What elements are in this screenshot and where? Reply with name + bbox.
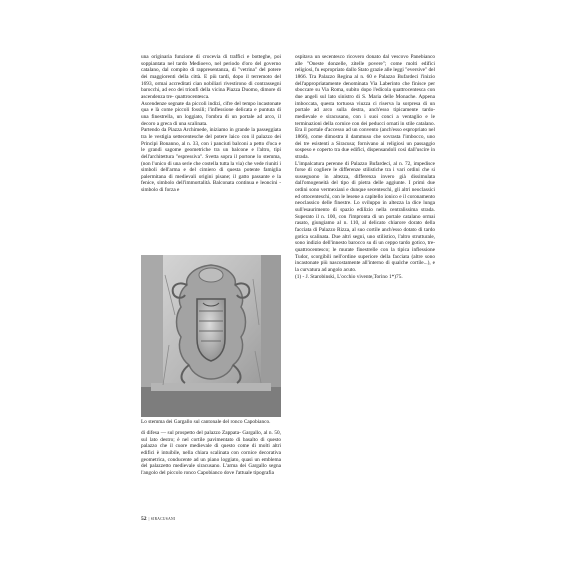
right-column (295, 54, 435, 280)
paragraph: ospitava un secentesco ricovero donato dal vescovo Panebianco alle "Oneste donzelle, zitelle povere"; come molti edifici religiosi, fu espropriato dallo Stato grazie alle leggi "eversive" del 1866. Tra Palazzo Regina al n. 60 e Palazzo Bufardeci l'inizio dell'appropriatamente denominata Via Laberinto che finisce per sboccare su Via Roma, subito dopo l'edicola quattrocentesca con due angeli sul lato sinistro di S. Maria delle Monache. Appena imboccata, questa tortuosa viuzza ci riserva la sorpresa di un portale ad arco sulla destra, anch'esso tipicamente tardo-medievale e siracusano, con i suoi conci a ventaglio e le terminazioni della cornice con dei peducci ornati in stile catalano. Era il portale d'accesso ad un convento (anch'esso espropriato nel 1866), come dimostra il dammuso che sovrasta l'imbocco, uno dei tre esistenti a Siracusa; fornivano ai religiosi un passaggio sospeso e coperto tra due edifici, dispensandoli così dall'uscire in strada. (295, 54, 435, 160)
paragraph: Ascendenze segnate da piccoli indizi, cifre del tempo incastonate qua e là come piccoli fossili; l'inflessione delicata e puntuta di una finestrella, un loggiato, l'ombra di un portale ad arco, il decoro a greca di una scalinata. (141, 100, 281, 127)
paragraph: L'impalcatura perenne di Palazzo Bufardeci, al n. 72, impedisce forse di cogliere le differenze stilistiche tra i vari ordini che si susseguono in altezza, differenza invero già dissimulata dall'omogeneità del tipo di pietra delle aggiunte. I primi due ordini sono vermexiani e dunque secenteschi, gli altri neoclassici ed ottocenteschi, con le lesene a capitello ionico e il coronamento neoclassico delle finestre. Lo sviluppo in altezza la dice lunga sull'esaurimento di spazio edilizio nella centralissima strada. Superato il n. 100, con l'impronta di un portale catalano ormai rasato, giungiamo al n. 110, al delicato chiarore dorato della facciata di Palazzo Rizza, al suo cortile anch'esso dotato di tardo gotica scalinata. Due altri segni, uno stilistico, l'altro strutturale, sono indizio dell'innesto barocco su di un ceppo tardo gotico, tre- quattrocentesco; le murate finestrelle con la tipica inflessione Tudor, scorgibili nell'ordine superiore della facciata (altre sono incastonate più nascostamente all'interno di qualche cortile...), e la curvatura ad angolo acuto. (295, 160, 435, 273)
paragraph: di difesa — sul prospetto del palazzo Zappata- Gargallo, al n. 50, sul lato destro; è nel cortile pavimentato di basalto di questo palazzo che il cuore medievale di questo come di molti altri edifici è intuibile, nella chiara scalinata con cornice decorativa geometrica, conducente ad un piano loggiato, quasi un emblema del palazzetto medievale siracusano. L'arma dei Gargallo segna l'angolo del piccolo ronco Capobianco dove l'attuale tipografia (141, 430, 281, 476)
left-column-top (141, 54, 281, 194)
photo-caption: Lo stemma dei Gargallo sul cantonale del ronco Capobianco. (141, 419, 271, 425)
footnote: (1) - J. Starobinski, L'occhio vivente,Torino 1*)75. (295, 273, 403, 280)
publication-name: | SIRACUSANI (148, 517, 176, 521)
paragraph: Partendo da Piazza Archimede, iniziamo in grande la passeggiata tra le vestigia settecentesche del potere laico con il palazzo dei Principi Bonanno, al n. 33, con i panciuti balconi a petto d'oca e le grandi sagome geometriche tra un balcone e l'altro, tipi dell'architettura "espressiva". Svetta sopra il portone lo stemma, (non l'unico di una serie che costella tutta la via) che vede riuniti i simboli dell'arma e del cimiero di questa potente famiglia palermitana di medievali origini pisane; il gatto passante e la fenice, simbolo dell'immortalità. Balconata continua e leoncini - simbolo di forza e (141, 127, 281, 194)
coat-of-arms-photo (141, 255, 281, 417)
paragraph: una originaria funzione di crocevia di traffici e botteghe, poi soppiantata nel tardo Medioevo, nel periodo d'oro del governo catalano, dal compito di rappresentanza, di "vetrina" del potere dei maggiorenti della città. E più tardi, dopo il terremoto del 1693, ormai accreditati cian nobiliari rivestirono di contrassegni barocchi, ad eco dei trionfi della vicina Piazza Duomo, dimore di ascendenza tre- quattrocentesca. (141, 54, 281, 100)
left-column-bottom (141, 430, 281, 477)
page-footer (141, 516, 175, 523)
page-number: 52 (141, 516, 147, 522)
